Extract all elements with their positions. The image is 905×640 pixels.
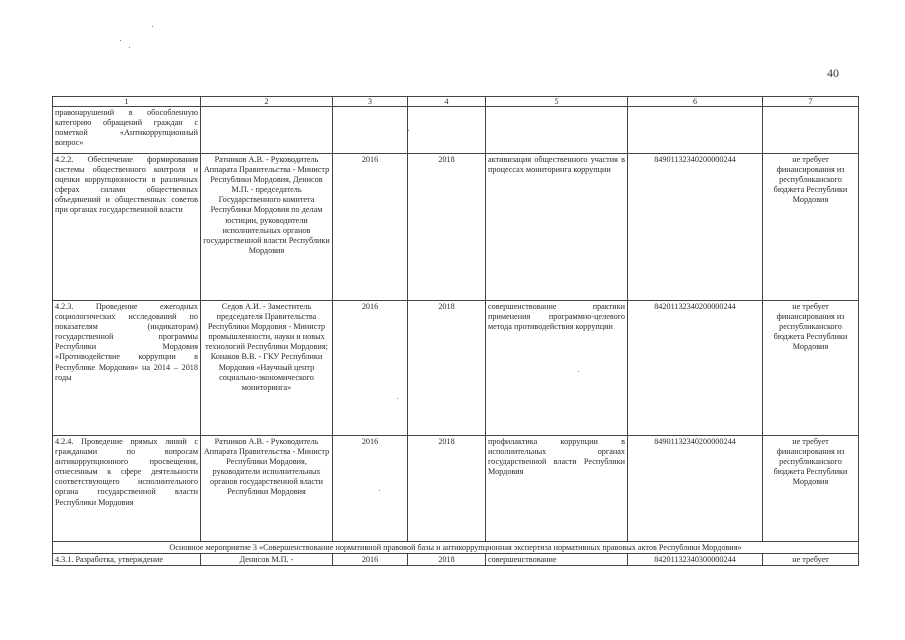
budget-code-cell: [628, 107, 763, 154]
result-cell: совершенствование практики применения программно-целевого метода противодействия коррупции: [486, 301, 628, 436]
budget-code-cell: 84901132340200000244: [628, 436, 763, 542]
measure-cell: 4.2.2. Обеспечение формирования системы общественного контроля и оценки коррупционности в различных сферах силами общественных объединений и общественных советов при органах государственной власти: [53, 154, 201, 301]
end-year-cell: [408, 107, 486, 154]
table-row: [53, 154, 859, 301]
table-row: [53, 436, 859, 542]
budget-code-cell: 84201132340300000244: [628, 554, 763, 566]
result-cell: активизация общественного участия в процессах мониторинга коррупции: [486, 154, 628, 301]
start-year-cell: 2016: [333, 301, 408, 436]
column-number: 1: [53, 97, 201, 107]
page-number: 40: [827, 66, 839, 80]
budget-code-cell: 84201132340200000244: [628, 301, 763, 436]
end-year-cell: 2018: [408, 554, 486, 566]
financing-cell: не требует финансирования из республиканского бюджета Республики Мордовия: [763, 301, 859, 436]
scan-speck: [152, 26, 153, 27]
responsible-cell: Ратников А.В. - Руководитель Аппарата Правительства - Министр Республики Мордовия, Денисов М.П. - председатель Государственного комитета Республики Мордовия по делам юстиции, руководители исполнительных органов государственной власти Республики Мордовия: [201, 154, 333, 301]
measure-cell: 4.3.1. Разработка, утверждение: [53, 554, 201, 566]
column-number: 7: [763, 97, 859, 107]
budget-code-cell: 84901132340200000244: [628, 154, 763, 301]
end-year-cell: 2018: [408, 154, 486, 301]
scan-speck: [120, 40, 121, 41]
column-number: 3: [333, 97, 408, 107]
measure-cell: правонарушений в обособленную категорию обращений граждан с пометкой «Антикоррупционный вопрос»: [53, 107, 201, 154]
table-row: [53, 554, 859, 566]
section-title: Основное мероприятие 3 «Совершенствование нормативной правовой базы и антикоррупционная экспертиза нормативных правовых актов Республики Мордовия»: [53, 542, 859, 554]
responsible-cell: Седов А.И. - Заместитель председателя Правительства Республики Мордовия - Министр промышленности, науки и новых технологий Республики Мордовия; Конаков В.В. - ГКУ Республики Мордовия «Научный центр социально-экономического мониторинга»: [201, 301, 333, 436]
column-numbers-row: [53, 97, 859, 107]
start-year-cell: 2016: [333, 554, 408, 566]
financing-cell: не требует финансирования из республиканского бюджета Республики Мордовия: [763, 154, 859, 301]
responsible-cell: Ратников А.В. - Руководитель Аппарата Правительства - Министр Республики Мордовия, руководители исполнительных органов государственной власти Республики Мордовия: [201, 436, 333, 542]
financing-cell: не требует финансирования из республиканского бюджета Республики Мордовия: [763, 436, 859, 542]
table-row: [53, 107, 859, 154]
start-year-cell: 2016: [333, 154, 408, 301]
result-cell: [486, 107, 628, 154]
end-year-cell: 2018: [408, 301, 486, 436]
end-year-cell: 2018: [408, 436, 486, 542]
section-row: [53, 542, 859, 554]
result-cell: совершенствование: [486, 554, 628, 566]
measure-cell: 4.2.3. Проведение ежегодных социологических исследований по показателям (индикаторам) государственной программы Республики Мордовия «Противодействие коррупции в Республике Мордовия» на 2014 – 2018 годы: [53, 301, 201, 436]
start-year-cell: 2016: [333, 436, 408, 542]
column-number: 6: [628, 97, 763, 107]
financing-cell: не требует: [763, 554, 859, 566]
result-cell: профилактика коррупции в исполнительных органах государственной власти Республики Мордовия: [486, 436, 628, 542]
start-year-cell: [333, 107, 408, 154]
responsible-cell: [201, 107, 333, 154]
program-measures-table: [52, 96, 859, 566]
column-number: 4: [408, 97, 486, 107]
responsible-cell: Денисов М.П. -: [201, 554, 333, 566]
table-row: [53, 301, 859, 436]
scan-speck: [129, 47, 130, 48]
column-number: 5: [486, 97, 628, 107]
financing-cell: [763, 107, 859, 154]
measure-cell: 4.2.4. Проведение прямых линий с гражданами по вопросам антикоррупционного просвещения, отнесенным к сфере деятельности соответствующего исполнительного органа государственной власти Республики Мордовия: [53, 436, 201, 542]
column-number: 2: [201, 97, 333, 107]
